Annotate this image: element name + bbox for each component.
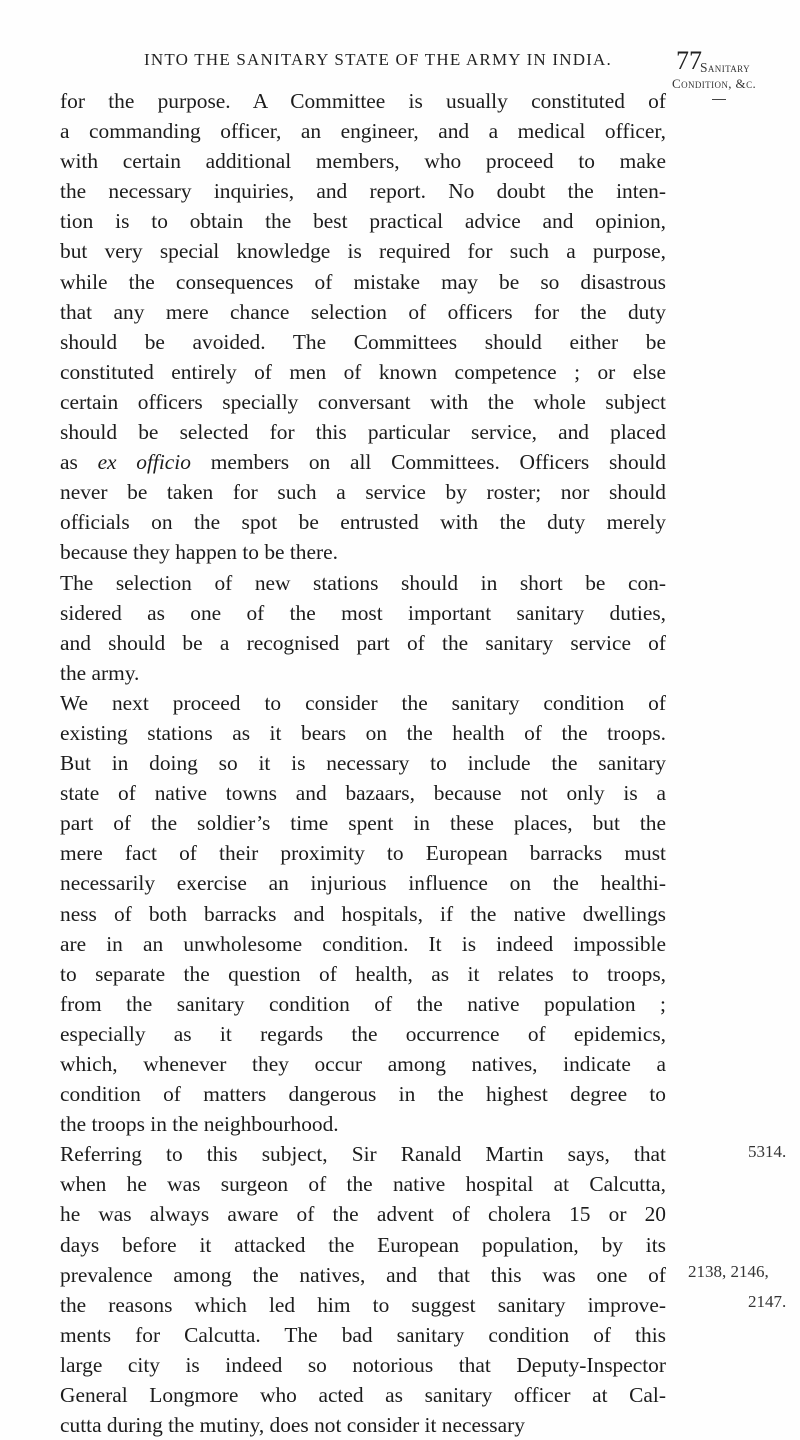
italic-phrase: ex officio <box>97 450 191 475</box>
text-line: that any mere chance selection of officers for the duty <box>60 299 666 324</box>
text-line: Referring to this subject, Sir Ranald Martin says, that <box>60 1142 666 1167</box>
text-line: ments for Calcutta. The bad sanitary condition of this <box>60 1322 666 1347</box>
text-line: The selection of new stations should in short be con- <box>60 570 666 595</box>
text-line: which, whenever they occur among natives, indicate a <box>60 1052 666 1076</box>
text-segment: as <box>60 450 98 475</box>
text-line: General Longmore who acted as sanitary officer at Cal- <box>60 1383 666 1408</box>
text-line: never be taken for such a service by roster; nor should <box>60 480 666 505</box>
text-line <box>60 447 666 477</box>
margin-note-rule <box>712 99 726 100</box>
margin-ref-2147: 2147. <box>748 1292 787 1311</box>
text-line: sidered as one of the most important sanitary duties, <box>60 600 666 625</box>
margin-ref-5314: 5314. <box>748 1142 787 1161</box>
text-line: and should be a recognised part of the sanitary service of <box>60 630 666 655</box>
text-line: when he was surgeon of the native hospital at Calcutta, <box>60 1172 666 1197</box>
text-line: with certain additional members, who proceed to make <box>60 149 666 174</box>
text-line: state of native towns and bazaars, because not only is a <box>60 781 666 806</box>
text-line: the army. <box>60 660 140 685</box>
text-line: are in an unwholesome condition. It is indeed impossible <box>60 931 666 956</box>
text-line: while the consequences of mistake may be so disastrous <box>60 269 666 294</box>
margin-ref-2138: 2138, 2146, <box>688 1262 769 1281</box>
body-text <box>60 86 666 1440</box>
text-line: the necessary inquiries, and report. No doubt the inten- <box>60 179 666 204</box>
text-line: but very special knowledge is required for such a purpose, <box>60 239 666 264</box>
text-line: ness of both barracks and hospitals, if the native dwellings <box>60 901 666 926</box>
text-line: the troops in the neighbourhood. <box>60 1112 339 1137</box>
text-line: should be avoided. The Committees should either be <box>60 329 666 354</box>
text-line: constituted entirely of men of known competence ; or else <box>60 359 666 384</box>
text-line: days before it attacked the European population, by its <box>60 1232 666 1257</box>
text-line: officials on the spot be entrusted with the duty merely <box>60 510 666 535</box>
text-line: part of the soldier’s time spent in these places, but the <box>60 811 666 836</box>
running-title: INTO THE SANITARY STATE OF THE ARMY IN INDIA. <box>144 50 612 69</box>
margin-note-sanitary: Sanitary <box>700 60 750 75</box>
page-header <box>0 48 800 78</box>
text-line: We next proceed to consider the sanitary condition of <box>60 690 666 715</box>
text-line: especially as it regards the occurrence of epidemics, <box>60 1021 666 1046</box>
text-line: because they happen to be there. <box>60 540 338 565</box>
text-line: for the purpose. A Committee is usually constituted of <box>60 89 666 113</box>
text-line: existing stations as it bears on the health of the troops. <box>60 720 666 745</box>
text-line: But in doing so it is necessary to include the sanitary <box>60 751 666 776</box>
text-line: mere fact of their proximity to European barracks must <box>60 841 666 866</box>
text-line: should be selected for this particular service, and placed <box>60 420 666 445</box>
margin-note-condition: Condition, &c. <box>672 76 757 91</box>
text-line: the reasons which led him to suggest sanitary improve- <box>60 1292 666 1317</box>
text-line: he was always aware of the advent of cholera 15 or 20 <box>60 1202 666 1227</box>
text-line: tion is to obtain the best practical advice and opinion, <box>60 209 666 234</box>
text-line: to separate the question of health, as it relates to troops, <box>60 961 666 986</box>
text-line: condition of matters dangerous in the highest degree to <box>60 1082 666 1107</box>
text-line: certain officers specially conversant with the whole subject <box>60 389 666 414</box>
page-number: 77 <box>676 46 702 75</box>
text-line: cutta during the mutiny, does not consider it necessary <box>60 1413 525 1438</box>
text-line: prevalence among the natives, and that this was one of <box>60 1262 666 1287</box>
text-segment: members on all Committees. Officers should <box>190 450 667 475</box>
text-line: large city is indeed so notorious that Deputy-Inspector <box>60 1352 666 1377</box>
text-line: necessarily exercise an injurious influence on the healthi- <box>60 871 666 896</box>
text-line: a commanding officer, an engineer, and a medical officer, <box>60 119 666 144</box>
text-line: from the sanitary condition of the native population ; <box>60 991 666 1016</box>
